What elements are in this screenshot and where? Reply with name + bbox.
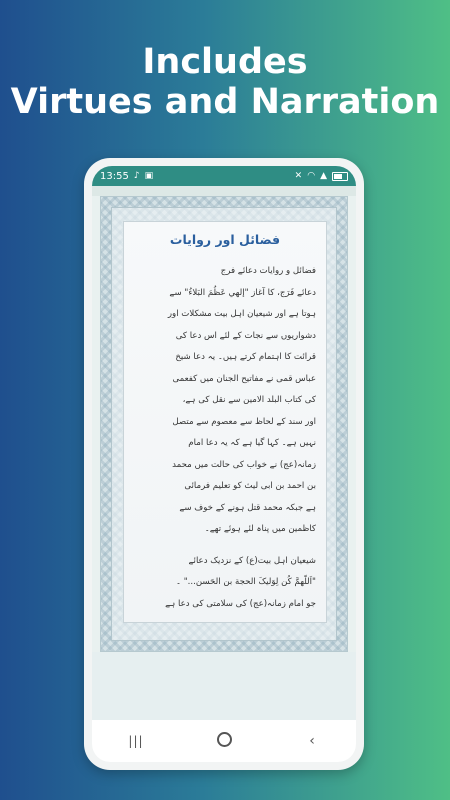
paragraph-spacer xyxy=(134,541,316,551)
recent-apps-button[interactable]: ||| xyxy=(128,734,144,748)
gallery-icon: ▣ xyxy=(144,171,154,181)
promo-heading xyxy=(0,42,450,122)
status-right xyxy=(295,171,348,181)
body-paragraph-2 xyxy=(134,551,316,616)
back-button[interactable]: ‹ xyxy=(309,733,315,749)
text-line: ہوتا ہے اور شیعیان اہل بیت مشکلات اور xyxy=(167,309,316,319)
ornamental-frame xyxy=(100,196,348,652)
promo-line-1: Includes xyxy=(142,42,308,82)
body-paragraph-1 xyxy=(134,261,316,541)
tiktok-icon: ♪ xyxy=(133,171,140,181)
signal-icon: ▲ xyxy=(320,171,327,181)
text-line: عباس قمی نے مفاتیح الجنان میں کفعمی xyxy=(172,373,316,384)
text-line: فضائل و روایات دعائے فرج xyxy=(220,266,316,276)
battery-icon xyxy=(332,172,348,181)
status-left xyxy=(100,171,153,182)
wifi-icon: ◠ xyxy=(307,171,316,181)
text-line: زمانہ(عج) نے خواب کی حالت میں محمد xyxy=(172,459,316,470)
text-line: نہیں ہے۔ کہا گیا ہے کہ یہ دعا امام xyxy=(188,438,316,448)
text-line: دشواریوں سے نجات کے لئے اس دعا کی xyxy=(175,330,316,341)
phone-screen xyxy=(92,166,356,762)
text-line: کاظمین میں پناہ لئے ہوئے تھے۔ xyxy=(204,524,316,534)
text-line: بن احمد بن ابی لیث کو تعلیم فرمائی xyxy=(184,481,316,491)
page-title: فضائل اور روایات xyxy=(169,232,281,247)
app-header xyxy=(92,186,356,196)
text-line: "اَللّهمَّ کُن لِوَلیکَ الحجة بن الحَسن..." ۔ xyxy=(175,577,316,587)
content-bottom-area xyxy=(92,652,356,720)
status-time: 13:55 xyxy=(100,170,129,182)
text-line: کی کتاب البلد الامین سے نقل کی ہے، xyxy=(182,395,316,405)
phone-frame xyxy=(84,158,364,770)
text-line: ہے جبکہ محمد قتل ہونے کے خوف سے xyxy=(179,502,316,513)
navigation-bar xyxy=(92,720,356,762)
text-line: قرائت کا اہتمام کرتے ہیں۔ یہ دعا شیخ xyxy=(175,352,316,362)
home-icon xyxy=(217,732,232,747)
content-page[interactable] xyxy=(123,221,327,623)
text-line: جو امام زمانہ(عج) کی سلامتی کی دعا ہے xyxy=(165,598,316,609)
text-line: شیعیان اہل بیت(ع) کے نزدیک دعائے xyxy=(188,555,316,566)
status-bar xyxy=(92,166,356,186)
text-line: اور سند کے لحاظ سے معصوم سے متصل xyxy=(172,416,316,427)
promo-line-2: Virtues and Narration xyxy=(10,82,440,122)
home-button[interactable] xyxy=(204,732,244,751)
mute-icon: ✕ xyxy=(294,171,303,181)
text-line: دعائے فَرَج، کا آغاز "إلهي عَظُمَ البَلاءُ" سے xyxy=(169,287,316,298)
